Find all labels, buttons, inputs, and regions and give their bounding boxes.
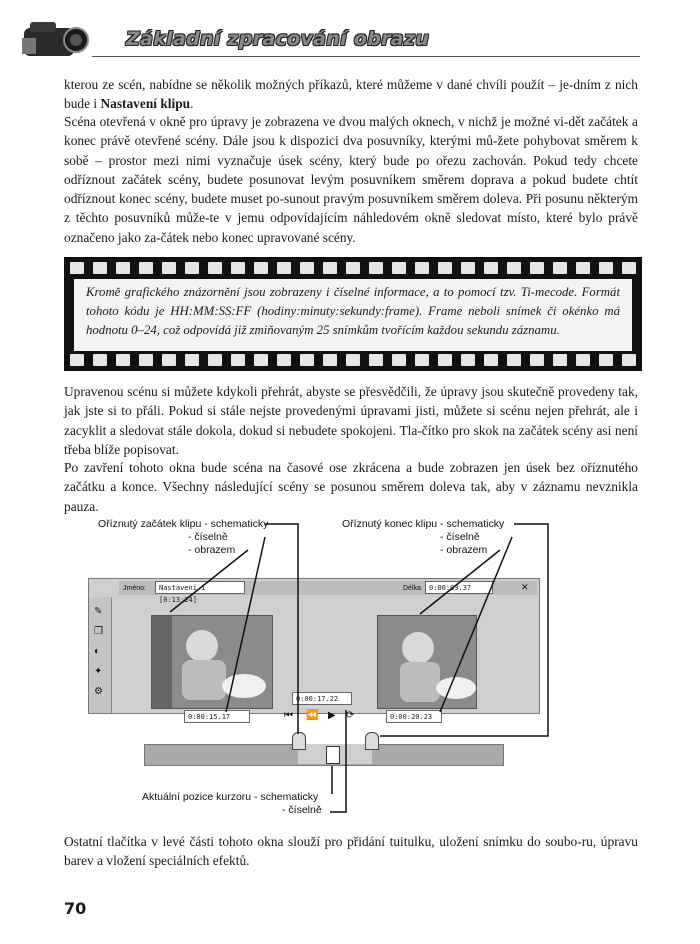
length-field[interactable]: 0:00:03.37 bbox=[425, 581, 493, 594]
page-number: 70 bbox=[64, 899, 87, 918]
start-timecode[interactable]: 0:00:15.17 bbox=[184, 710, 250, 723]
paragraph-3: Upravenou scénu si můžete kdykoli přehrát, abyste se přesvědčili, že úpravy jsou skutečně provedeny tak, jak jste si to přáli. Pokud si stále nejste provedenými úpravami jisti, můžete si scénu nejen přehrát, ale i zacyklit a sledovat stále dokola, dokud si nebudete spokojeni. Tla-čítko pro skok na začátek scény asi není třeba blíže popisovat. bbox=[64, 384, 638, 457]
length-label: Délka bbox=[403, 585, 421, 592]
right-callout-2: - číselně bbox=[440, 531, 480, 543]
left-callout-1: Oříznutý začátek klipu - schematicky bbox=[98, 518, 269, 530]
play-icon[interactable]: ▶ bbox=[328, 710, 336, 721]
save-frame-icon[interactable]: ❐ bbox=[94, 626, 103, 637]
right-callout-1: Oříznutý konec klipu - schematicky bbox=[342, 518, 505, 530]
close-icon[interactable]: ✕ bbox=[521, 582, 529, 592]
p1-text: kterou ze scén, nabídne se několik možných příkazů, které můžeme v dané chvíli použít – je-dním z nich bude i bbox=[64, 77, 638, 112]
p1-end: . bbox=[190, 96, 194, 112]
end-timecode[interactable]: 0:00:20.23 bbox=[386, 710, 442, 723]
name-label: Jméno: bbox=[123, 585, 146, 592]
bottom-callout-2: - číselně bbox=[282, 804, 322, 816]
note-text: Kromě grafického znázornění jsou zobrazeny i číselné informace, a to pomocí tzv. Ti-mecode. Formát tohoto kódu je HH:MM:SS:FF (hodiny:minuty:sekundy:frame). Frame neboli snímek či okénko má hodnotu 0–24, což odpovídá již zmiňovaným 25 snímkům tvořícím každou sekundu záznamu. bbox=[74, 279, 632, 351]
arrow-end-image bbox=[420, 550, 500, 614]
extra-tool-icon[interactable]: ⚙ bbox=[94, 686, 103, 697]
color-tool-icon[interactable]: ◐ bbox=[94, 646, 101, 657]
current-timecode[interactable]: 0:00:17.22 bbox=[292, 692, 352, 705]
arrow-start-image bbox=[170, 550, 248, 612]
left-callout-2: - číselně bbox=[188, 531, 228, 543]
arrow-cursor-numeric bbox=[330, 710, 346, 812]
step-back-icon[interactable]: ⏪ bbox=[306, 710, 319, 721]
title-tool-icon[interactable]: ✎ bbox=[94, 606, 103, 617]
paragraph-4: Po zavření tohoto okna bude scéna na časové ose zkrácena a bude zobrazen jen úsek bez oříznutého začátku a konce. Všechny následující scény se posunou směrem doleva tak, aby v záznamu nevznikla pauza. bbox=[64, 460, 638, 514]
arrow-start-schematic bbox=[265, 524, 298, 734]
paragraph-5: Ostatní tlačítka v levé části tohoto okna slouží pro přidání tuitulku, uložení snímku do soubo-ru, úpravu barev a vložení speciálních efektů. bbox=[64, 834, 638, 869]
loop-icon[interactable]: ⟳ bbox=[346, 710, 355, 721]
name-field[interactable]: Nastavení 1 [0:13:24] bbox=[155, 581, 245, 594]
arrow-end-schematic bbox=[380, 524, 548, 736]
paragraph-2: Scéna otevřená v okně pro úpravy je zobrazena ve dvou malých oknech, v nichž je možné vi-dět začátek a konec právě otevřené scény. Dále jsou k dispozici dva posuvníky, kterými mů-žete pohybovat směrem k sobě – prostor mezi nimi vyznačuje úsek scény, který bude po ořezu zachován. Pokud tedy chcete odříznout začátek scény, budete posunovat levým posuvníkem směrem doprava a pokud budete chtít odříznout konec scény, budete muset po-sunout pravým posuvníkem směrem doleva. Při posunu některým z těchto posuvníků může-te v jemu odpovídajícím náhledovém okně sledovat místo, které bylo právě označeno jako za-čátek nebo konec upravované scény. bbox=[64, 114, 638, 245]
bottom-callout-1: Aktuální pozice kurzoru - schematicky bbox=[142, 791, 319, 803]
right-callout-3: - obrazem bbox=[440, 544, 488, 556]
effects-icon[interactable]: ✦ bbox=[94, 666, 103, 677]
chapter-title: Základní zpracování obrazu bbox=[126, 28, 430, 50]
left-callout-3: - obrazem bbox=[188, 544, 236, 556]
arrow-end-numeric bbox=[440, 537, 512, 712]
go-to-start-icon[interactable]: ⏮ bbox=[284, 710, 293, 721]
p1-bold: Nastavení klipu bbox=[100, 96, 191, 112]
